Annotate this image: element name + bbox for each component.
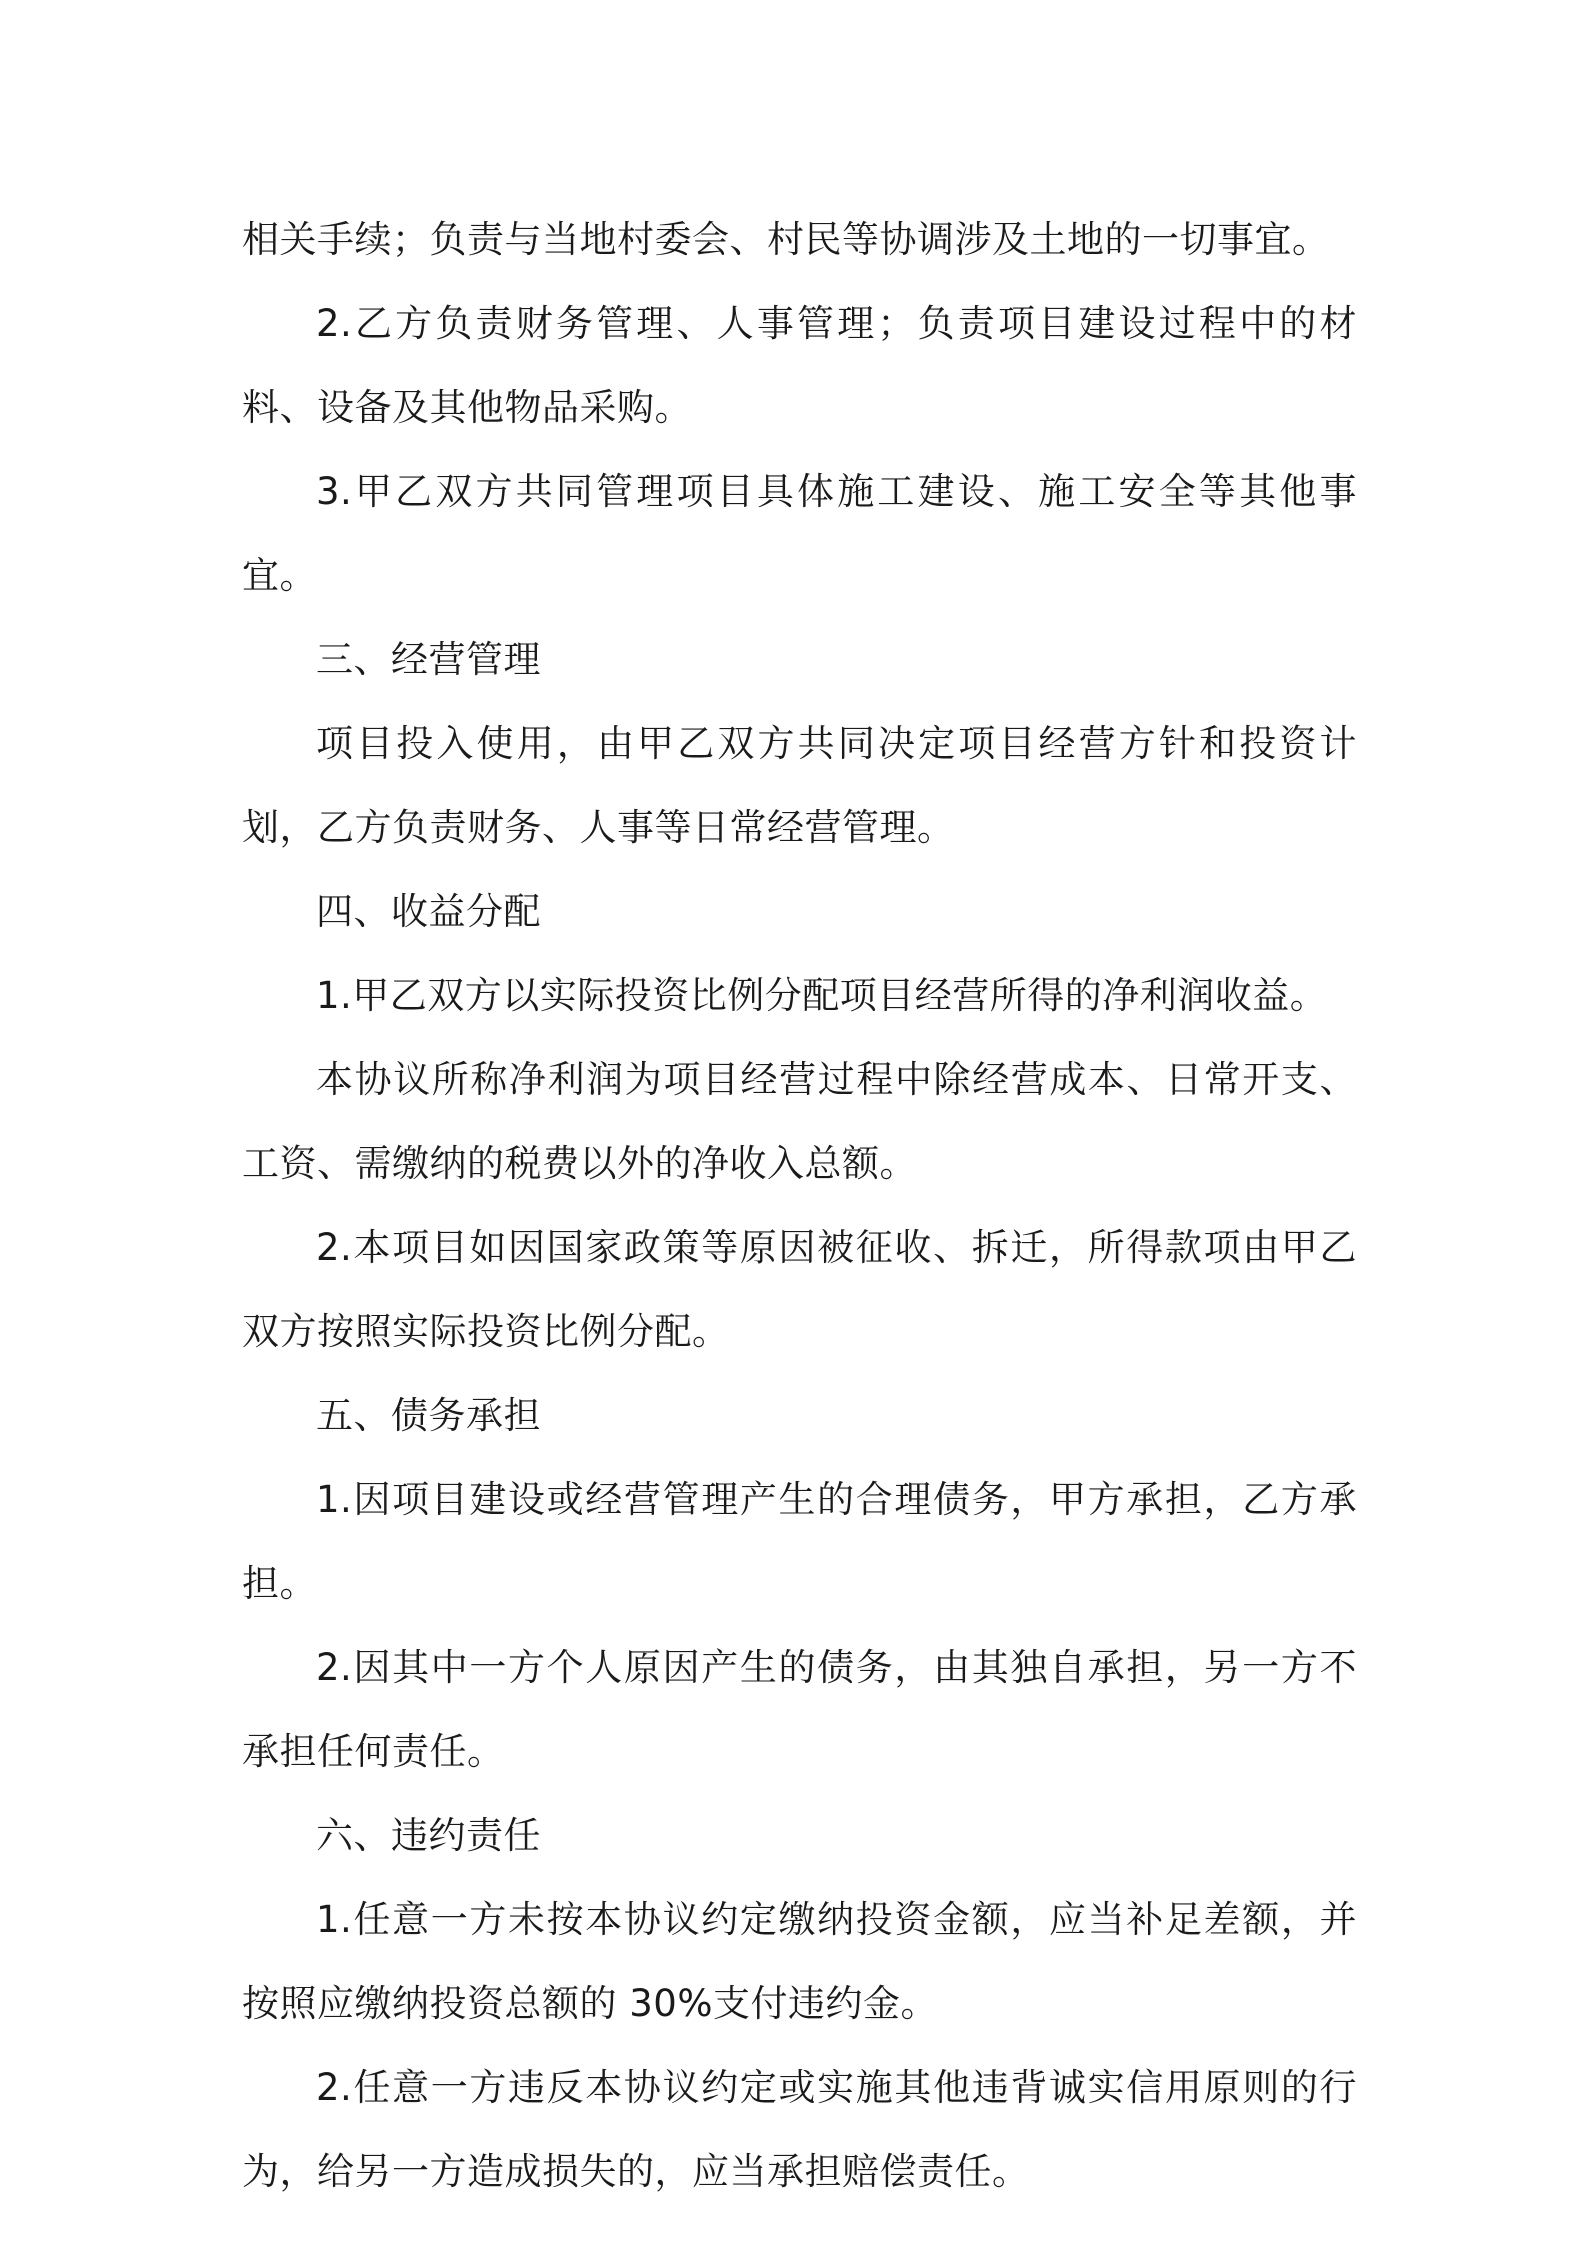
clause-1-investment-shortfall: 1.任意一方未按本协议约定缴纳投资金额，应当补足差额，并按照应缴纳投资总额的 30%支付违约金。 — [242, 1898, 1357, 2025]
section-heading-debt-liability: 五、债务承担 — [316, 1394, 541, 1437]
clause-3-joint-management: 3.甲乙双方共同管理项目具体施工建设、施工安全等其他事宜。 — [242, 470, 1357, 597]
paragraph-continued-procedures: 相关手续；负责与当地村委会、村民等协调涉及土地的一切事宜。 — [242, 218, 1330, 261]
clause-1-reasonable-debts: 1.因项目建设或经营管理产生的合理债务，甲方承担，乙方承担。 — [242, 1478, 1357, 1605]
section-heading-operation-management: 三、经营管理 — [316, 638, 541, 681]
clause-2-compensation: 2.任意一方违反本协议约定或实施其他违背诚实信用原则的行为，给另一方造成损失的，应当承担赔偿责任。 — [242, 2066, 1357, 2193]
paragraph-net-profit-definition: 本协议所称净利润为项目经营过程中除经营成本、日常开支、工资、需缴纳的税费以外的净收入总额。 — [242, 1058, 1357, 1185]
clause-2-party-b-management: 2.乙方负责财务管理、人事管理；负责项目建设过程中的材料、设备及其他物品采购。 — [242, 302, 1357, 429]
section-heading-profit-distribution: 四、收益分配 — [316, 890, 541, 933]
paragraph-operation-management: 项目投入使用，由甲乙双方共同决定项目经营方针和投资计划，乙方负责财务、人事等日常经营管理。 — [242, 722, 1357, 849]
clause-2-expropriation-proceeds: 2.本项目如因国家政策等原因被征收、拆迁，所得款项由甲乙双方按照实际投资比例分配。 — [242, 1226, 1357, 1353]
clause-2-personal-debts: 2.因其中一方个人原因产生的债务，由其独自承担，另一方不承担任何责任。 — [242, 1646, 1357, 1773]
clause-1-profit-ratio: 1.甲乙双方以实际投资比例分配项目经营所得的净利润收益。 — [316, 974, 1328, 1017]
section-heading-breach-liability: 六、违约责任 — [316, 1814, 541, 1857]
document-body — [242, 198, 1357, 2214]
